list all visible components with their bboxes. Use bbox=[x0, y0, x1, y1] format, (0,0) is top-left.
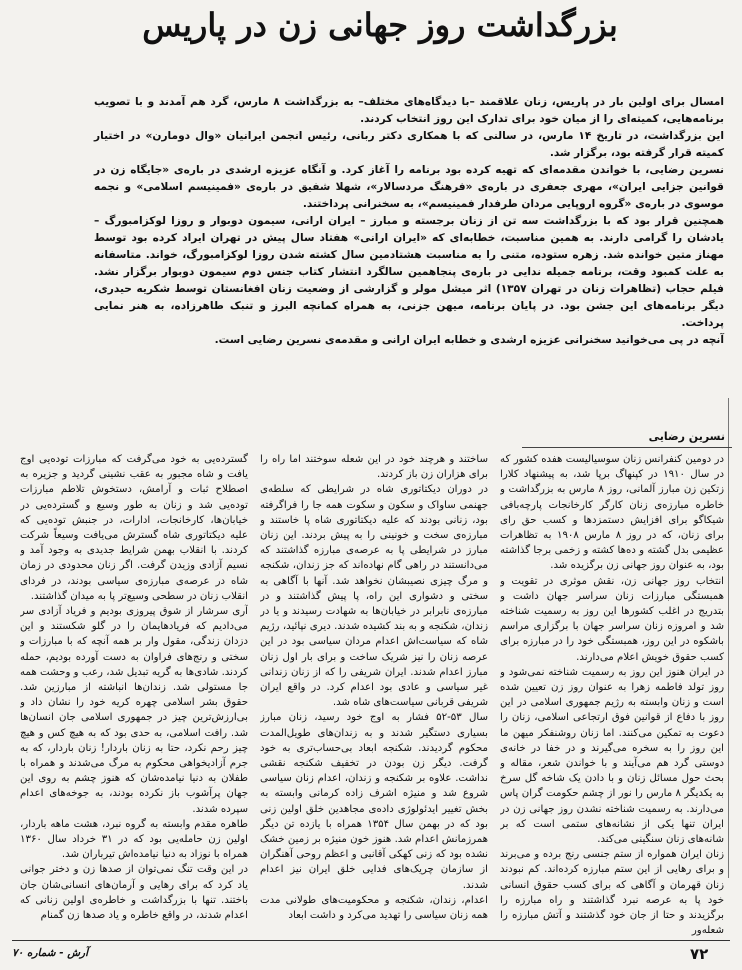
paragraph: در ایران هنوز این روز به رسمیت شناخته نمی‌شود و روز تولد فاطمه زهرا به عنوان روز زن تعیین شده است و زنان وابسته به رژیم جمهوری اسلامی در این روز با دفاع از قوانین فوق ارتجاعی اسلامی، زنان را دعوت به تمکین می‌کنند. اما زنان روشنفکر میهن ما این روز را به سخره می‌گیرند و در خفا در خانه‌ی دوستی گرد هم می‌آیند و با خواندن شعر، مقاله و بحث حول مسائل زنان و با دادن یک شاخه گل سرخ به یکدیگر ۸ مارس را نور از چشم حکومت گران پاس می‌دارند. به رسمیت شناخته نشدن روز جهانی زن در ایران تنها یکی از نشانه‌های ستمی است که بر شانه‌های زنان سنگینی می‌کند. bbox=[500, 666, 724, 846]
paragraph: اعدام، زندان، شکنجه و محکومیت‌های طولانی مدت همه زنان سیاسی را تهدید می‌کرد و داشت ابعاد bbox=[260, 894, 488, 922]
journal-issue: آرش - شماره ۷۰ bbox=[12, 947, 89, 959]
paragraph: انتخاب روز جهانی زن، نقش موثری در تقویت و همبستگی مبارزات زنان سراسر جهان داشت و بتدریج در اغلب کشورها این روز به رسمیت شناخته شد و امروزه زنان سراسر جهان با برگزاری مراسم باشکوه در این روز، همبستگی خود را در مبارزه برای کسب حقوق خویش اعلام می‌دارند. bbox=[500, 575, 724, 663]
text-column-right bbox=[500, 452, 724, 942]
intro-paragraph: نسرین رضایی، با خواندن مقدمه‌ای که تهیه کرده بود برنامه را آغاز کرد. و آنگاه عزیزه ارشدی در باره‌ی «جایگاه زن در قوانین جزایی ایران»، مهری جعفری در باره‌ی «فرهنگ مردسالار»، شهلا شفیق در باره‌ی «فمینیسم اسلامی» و نجمه موسوی در باره‌ی «گروه اروپایی مردان طرفدار فمینیسم»، به سخنرانی پرداختند. bbox=[94, 164, 724, 210]
paragraph: در دومین کنفرانس زنان سوسیالیست هفده کشور که در سال ۱۹۱۰ در کپنهاگ برپا شد، به پیشنهاد کلارا زتکین زن مبارز آلمانی، روز ۸ مارس به بزرگداشت و خاطره مبارزه‌ی زنان کارگر کارخانجات پارچه‌بافی شیکاگو برای افزایش دستمزدها و کسب حق رای برای زنان، که در روز ۸ مارس ۱۹۰۸ به تظاهرات عظیمی بدل گشته و ده‌ها کشته و زخمی برجا گذاشته بود، به عنوان روز جهانی زن برگزیده شد. bbox=[500, 454, 724, 572]
paragraph: آری سرشار از شوق پیروزی بودیم و فریاد آزادی سر می‌دادیم که فریادهایمان را در گلو شکستند و این دزدان زندگی، مقول وار بر همه آنچه که با مبارزات و سختی و رنج‌های فراوان به دست آورده بودیم، حمله کردند. شادی‌ها به گریه تبدیل شد، رعب و وحشت همه جا مستولی شد. زندان‌ها انباشته از مبارزین شد. حقوق بشر اسلامی چهره کریه خود را نشان داد و بی‌ارزش‌ترین چیز در جمهوری اسلامی جان انسان‌ها شد. رافت اسلامی، به حدی بود که به هیچ کس و هیچ چیز رحم نکرد، حتا به زنان باردار! زنان باردار، که به جرم آزادیخواهی محکوم به مرگ می‌شدند و همراه با طفلان به دنیا نیامده‌شان که هنوز چشم به روی این جهان پرآشوب باز نکرده بودند، به جوخه‌های اعدام سپرده شدند. bbox=[20, 606, 248, 815]
column-rule bbox=[728, 398, 729, 878]
text-column-middle bbox=[260, 452, 488, 942]
article-intro bbox=[94, 94, 724, 349]
intro-paragraph: آنچه در پی می‌خوانید سخنرانی عزیزه ارشدی و خطابه ایران ارانی و مقدمه‌ی نسرین رضایی است. bbox=[214, 334, 724, 346]
paragraph: در دوران دیکتاتوری شاه در شرایطی که سلطه‌ی جهنمی ساواک و سکون و سکوت همه جا را فراگرفته بود، زنانی بودند که علیه دیکتاتوری شاه پا خاستند و مبارزه‌ی سخت و خونینی را به پیش بردند. این زنان مبارز در شرایطی پا به عرصه‌ی مبارزه گذاشتند که می‌دانستند در راهی گام نهاده‌اند که جز زندان، شکنجه و مرگ چیزی نصیبشان نخواهد شد. آنها با آگاهی به سختی و دشواری این راه، پا پیش گذاشتند و در مبارزه‌ی نابرابر در خیابان‌ها به شهادت رسیدند و یا در زندان، شکنجه و به بند کشیده شدند. دیری نپائید، رژیم شاه که سیاست‌اش اعدام مردان سیاسی بود در این عرصه زنان را نیز شریک ساخت و برای بار اول زنان مبارز اعدام شدند. ایران شریفی را که از زنان زندانی غیر سیاسی و عادی بود اعدام کرد. در واقع ایران شریفی قربانی سیاست‌های شاه شد. bbox=[260, 484, 488, 709]
paragraph: در این وقت تنگ نمی‌توان از صدها زن و دختر جوانی یاد کرد که برای رهایی و آرمان‌های انسانی‌شان جان باختند. تنها با بزرگداشت و خاطره‌ی اولین زنانی که اعدام شدند، در واقع خاطره و یاد صدها زن گمنام bbox=[20, 864, 248, 922]
text-column-left bbox=[20, 452, 248, 942]
author-name: نسرین رضایی bbox=[648, 430, 725, 443]
paragraph: سال ۵۳-۵۲ فشار به اوج خود رسید، زنان مبارز بسیاری دستگیر شدند و به زندان‌های طویل‌المدت محکوم گردیدند. شکنجه ابعاد بی‌حساب‌تری به خود گرفت. دیگر زن بودن در تخفیف شکنجه نقشی نداشت. علاوه بر شکنجه و زندان، اعدام زنان سیاسی شروع شد و منیژه اشرف زاده کرمانی وابسته به بخش تغییر ایدئولوژی داده‌ی مجاهدین خلق اولین زنی بود که در بهمن سال ۱۳۵۴ همراه با یازده تن دیگر همرزمانش اعدام شد. هنوز خون منیژه بر زمین خشک نشده بود که زنی کهکی آقانبی و اعظم روحی آهنگران از سازمان چریک‌های فدایی خلق ایران نیز اعدام شدند. bbox=[260, 712, 488, 891]
page-number: ۷۲ bbox=[690, 945, 709, 963]
intro-paragraph: امسال برای اولین بار در پاریس، زنان علاقمند –با دیدگاه‌های مختلف– به بزرگداشت ۸ مارس، گرد هم آمدند و با تصویب برنامه‌هایی، کمیته‌ای را از میان خود برای تدارک این روز انتخاب کردند. bbox=[94, 96, 724, 125]
intro-paragraph: همچنین قرار بود که با بزرگداشت سه تن از زنان برجسته و مبارز – ایران ارانی، سیمون دوبوار و روزا لوکزامبورگ – یادشان را گرامی دارند. به همین مناسبت، خطابه‌ای که «ایران ارانی» هفتاد سال پیش در تهران ایراد کرده بود توسط مهناز متین خوانده شد. زهره ستوده، متنی را به مناسبت هشتادمین سال کشته شدن روزا لوکزامبورگ، خواند. متاسفانه به علت کمبود وقت، برنامه جمیله ندایی در باره‌ی پنجاهمین سالگرد انتشار کتاب جنس دوم سیمون دوبوار برگزار نشد. فیلم حجاب (تظاهرات زنان در تهران ۱۳۵۷) اثر میشل مولر و گزارشی از وضعیت زنان افغانستان توسط شکریه حیدری، دیگر برنامه‌های این جشن بود. در پایان برنامه، میهن جزنی، به همراه کمانچه البرز و تنبک طاهرزاده، به هنر نمایی پرداخت. bbox=[94, 215, 724, 329]
paragraph: طاهره مقدم وابسته به گروه نبرد، هشت ماهه باردار، اولین زن حامله‌یی بود که در ۳۱ خرداد سال ۱۳۶۰ همراه با نوزاد به دنیا نیامده‌اش تیرباران شد. bbox=[20, 818, 248, 861]
author-divider bbox=[522, 447, 732, 448]
footer-divider bbox=[12, 940, 730, 941]
paragraph: زنان ایران همواره از ستم جنسی رنج برده و می‌برند و برای رهایی از این ستم مبارزه کرده‌اند. کم نبودند زنان قهرمان و آگاهی که برای کسب حقوق انسانی خود پا به عرصه نبرد گذاشتند و راه مبارزه را برگزیدند و حتا از جان خود گذشتند و آتش مبارزه را شعله‌ور bbox=[500, 849, 724, 937]
paragraph: ساختند و هرچند خود در این شعله سوختند اما راه را برای هزاران زن باز کردند. bbox=[260, 454, 488, 481]
article-title: بزرگداشت روز جهانی زن در پاریس bbox=[142, 6, 618, 44]
intro-paragraph: این بزرگداشت، در تاریخ ۱۴ مارس، در سالنی که با همکاری دکتر ربانی، رئیس انجمن ایرانیان «وال دومارن» در اختیار کمیته قرار گرفته بود، برگزار شد. bbox=[94, 130, 724, 159]
paragraph: گسترده‌یی به خود می‌گرفت که مبارزات توده‌یی اوج یافت و شاه مجبور به عقب نشینی گردید و جزیره به اصطلاح ثبات و آرامش، دستخوش تلاطم مبارزات توده‌یی شد و زنان به طور وسیع و گسترده‌یی در خیابان‌ها، کارخانجات، ادارات، در جنبش توده‌یی که علیه دیکتاتوری شاه گسترش می‌یافت وسیعاً شرکت کردند. با انقلاب بهمن شرایط جدیدی به وجود آمد و نسیم آزادی وزیدن گرفت. اگر زنان محدودی در زمان شاه در عرصه‌ی مبارزه‌ی سیاسی بودند، در فردای انقلاب زنان در سطحی وسیع‌تر پا به میدان گذاشتند. bbox=[20, 454, 248, 602]
